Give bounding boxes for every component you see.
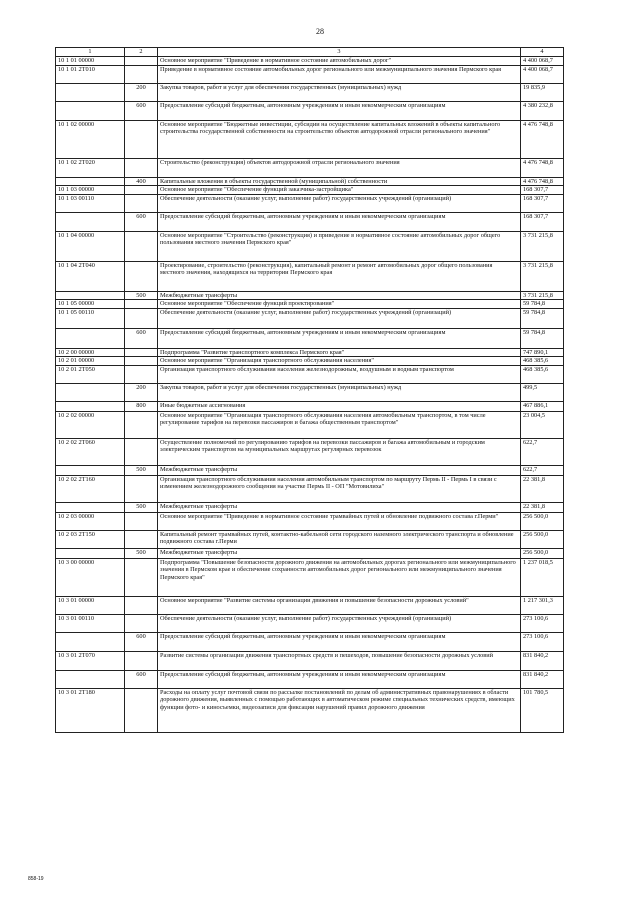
table-row: [56, 194, 564, 212]
cell-expense-type: [125, 530, 158, 548]
cell-amount: 59 784,8: [521, 328, 564, 348]
cell-expense-type: 600: [125, 632, 158, 651]
cell-expense-type: [125, 651, 158, 670]
cell-expense-type: [125, 65, 158, 83]
cell-expense-type: 500: [125, 291, 158, 300]
header-col-2: 2: [125, 48, 158, 57]
cell-amount: 4 400 068,7: [521, 65, 564, 83]
cell-amount: 22 381,8: [521, 502, 564, 512]
table-row: [56, 212, 564, 231]
cell-name: Обеспечение деятельности (оказание услуг, выполнение работ) государственных учреждений (организаций): [158, 308, 521, 328]
cell-name: Иные бюджетные ассигнования: [158, 401, 521, 411]
table-row: [56, 438, 564, 465]
cell-expense-type: 800: [125, 401, 158, 411]
cell-expense-type: [125, 357, 158, 366]
cell-name: Предоставление субсидий бюджетным, автономным учреждениям и иным некоммерческим организациям: [158, 328, 521, 348]
cell-expense-type: [125, 438, 158, 465]
cell-code: [56, 502, 125, 512]
cell-amount: 3 731 215,8: [521, 291, 564, 300]
cell-expense-type: 400: [125, 177, 158, 186]
header-col-4: 4: [521, 48, 564, 57]
cell-code: [56, 632, 125, 651]
cell-name: Предоставление субсидий бюджетным, автономным учреждениям и иным некоммерческим организациям: [158, 101, 521, 120]
table-row: [56, 120, 564, 158]
cell-code: 10 2 02 2Т060: [56, 438, 125, 465]
table-row: [56, 632, 564, 651]
cell-amount: 3 731 215,8: [521, 261, 564, 291]
cell-amount: 468 385,6: [521, 357, 564, 366]
table-row: [56, 56, 564, 65]
cell-name: Основное мероприятие "Обеспечение функций заказчика-застройщика": [158, 186, 521, 195]
cell-expense-type: 200: [125, 83, 158, 101]
cell-expense-type: 600: [125, 101, 158, 120]
cell-amount: 4 380 232,8: [521, 101, 564, 120]
table-row: [56, 596, 564, 614]
cell-expense-type: [125, 614, 158, 632]
table-row: [56, 348, 564, 357]
cell-name: Осуществление полномочий по регулированию тарифов на перевозки пассажиров и багажа автомобильным и городским электрическим транспортом на муниципальных маршрутах регулярных перевозок: [158, 438, 521, 465]
table-row: [56, 231, 564, 261]
cell-name: Основное мероприятие "Бюджетные инвестиции, субсидии на осуществление капитальных вложений в объекты капитального строительства государственной собственности на строительство объектов автодорожной отрасли регионального значения": [158, 120, 521, 158]
cell-code: 10 1 02 00000: [56, 120, 125, 158]
table-row: [56, 177, 564, 186]
cell-code: 10 3 00 00000: [56, 558, 125, 596]
cell-expense-type: [125, 512, 158, 530]
table-header: [56, 48, 564, 57]
budget-table: [55, 47, 564, 733]
header-col-3: 3: [158, 48, 521, 57]
cell-name: Капитальный ремонт трамвайных путей, контактно-кабельной сети городского наземного электрического транспорта и обновление подвижного состава г.Перми: [158, 530, 521, 548]
cell-expense-type: [125, 688, 158, 732]
table-row: [56, 65, 564, 83]
cell-code: 10 1 03 00000: [56, 186, 125, 195]
cell-amount: 256 500,0: [521, 530, 564, 548]
cell-expense-type: [125, 261, 158, 291]
cell-code: [56, 83, 125, 101]
cell-name: Основное мероприятие "Организация транспортного обслуживания населения автомобильным транспортом, в том числе регулирование тарифов на перевозки пассажиров и багажа общественным транспортом": [158, 411, 521, 438]
cell-amount: 168 307,7: [521, 212, 564, 231]
table-row: [56, 502, 564, 512]
cell-amount: 256 500,0: [521, 548, 564, 558]
header-row: [56, 48, 564, 57]
cell-code: 10 1 01 2Т010: [56, 65, 125, 83]
cell-amount: 22 381,8: [521, 475, 564, 502]
cell-code: 10 3 01 2Т180: [56, 688, 125, 732]
cell-code: 10 1 02 2Т020: [56, 158, 125, 177]
cell-code: 10 2 02 00000: [56, 411, 125, 438]
table-row: [56, 548, 564, 558]
table-body: [56, 56, 564, 732]
table-row: [56, 688, 564, 732]
cell-amount: 256 500,0: [521, 512, 564, 530]
cell-name: Закупка товаров, работ и услуг для обеспечения государственных (муниципальных) нужд: [158, 83, 521, 101]
cell-expense-type: [125, 194, 158, 212]
cell-name: Капитальные вложения в объекты государственной (муниципальной) собственности: [158, 177, 521, 186]
cell-name: Проектирование, строительство (реконструкция), капитальный ремонт и ремонт автомобильных дорог общего пользования местного значения, находящихся на территории Пермского края: [158, 261, 521, 291]
cell-expense-type: 500: [125, 465, 158, 475]
cell-name: Межбюджетные трансферты: [158, 502, 521, 512]
cell-expense-type: [125, 558, 158, 596]
cell-expense-type: [125, 411, 158, 438]
cell-name: Основное мероприятие "Приведение в нормативное состояние трамвайных путей и обновление подвижного состава г.Перми": [158, 512, 521, 530]
table-row: [56, 261, 564, 291]
cell-amount: 499,5: [521, 383, 564, 401]
cell-amount: 1 237 018,5: [521, 558, 564, 596]
cell-expense-type: [125, 231, 158, 261]
table-row: [56, 383, 564, 401]
cell-code: 10 3 01 00000: [56, 596, 125, 614]
cell-name: Обеспечение деятельности (оказание услуг, выполнение работ) государственных учреждений (организаций): [158, 614, 521, 632]
cell-code: [56, 177, 125, 186]
page-number: 28: [316, 27, 324, 36]
cell-name: Предоставление субсидий бюджетным, автономным учреждениям и иным некоммерческим организациям: [158, 212, 521, 231]
cell-amount: 831 840,2: [521, 651, 564, 670]
table-row: [56, 530, 564, 548]
cell-code: [56, 548, 125, 558]
cell-code: [56, 670, 125, 688]
table-row: [56, 401, 564, 411]
table-row: [56, 411, 564, 438]
cell-expense-type: [125, 158, 158, 177]
cell-name: Развитие системы организации движения транспортных средств и пешеходов, повышение безопасности дорожных условий: [158, 651, 521, 670]
cell-name: Подпрограмма "Развитие транспортного комплекса Пермского края": [158, 348, 521, 357]
cell-code: 10 1 05 00110: [56, 308, 125, 328]
cell-name: Основное мероприятие "Развитие системы организации движения и повышение безопасности дорожных условий": [158, 596, 521, 614]
cell-amount: 168 307,7: [521, 194, 564, 212]
cell-expense-type: 600: [125, 212, 158, 231]
cell-code: 10 3 01 00110: [56, 614, 125, 632]
table-row: [56, 357, 564, 366]
table-row: [56, 186, 564, 195]
cell-name: Предоставление субсидий бюджетным, автономным учреждениям и иным некоммерческим организациям: [158, 670, 521, 688]
cell-code: 10 1 01 00000: [56, 56, 125, 65]
cell-expense-type: [125, 348, 158, 357]
cell-name: Основное мероприятие "Обеспечение функций проектирования": [158, 300, 521, 309]
cell-amount: 4 476 748,8: [521, 158, 564, 177]
cell-amount: 101 780,5: [521, 688, 564, 732]
cell-amount: 1 217 301,3: [521, 596, 564, 614]
cell-code: [56, 291, 125, 300]
table-row: [56, 158, 564, 177]
cell-name: Основное мероприятие "Приведение в нормативное состояние автомобильных дорог": [158, 56, 521, 65]
cell-expense-type: [125, 186, 158, 195]
cell-amount: 3 731 215,8: [521, 231, 564, 261]
cell-expense-type: [125, 300, 158, 309]
cell-expense-type: 600: [125, 328, 158, 348]
cell-amount: 19 835,9: [521, 83, 564, 101]
cell-expense-type: [125, 596, 158, 614]
cell-code: [56, 383, 125, 401]
table-row: [56, 101, 564, 120]
cell-name: Приведение в нормативное состояние автомобильных дорог регионального или межмуниципального значения Пермского края: [158, 65, 521, 83]
cell-expense-type: 600: [125, 670, 158, 688]
cell-code: [56, 328, 125, 348]
cell-name: Закупка товаров, работ и услуг для обеспечения государственных (муниципальных) нужд: [158, 383, 521, 401]
cell-expense-type: [125, 475, 158, 502]
cell-name: Строительство (реконструкция) объектов автодорожной отрасли регионального значения: [158, 158, 521, 177]
cell-code: 10 3 01 2Т070: [56, 651, 125, 670]
cell-code: 10 1 05 00000: [56, 300, 125, 309]
table-row: [56, 300, 564, 309]
cell-amount: 622,7: [521, 465, 564, 475]
table-row: [56, 83, 564, 101]
header-col-1: 1: [56, 48, 125, 57]
cell-name: Расходы на оплату услуг почтовой связи по рассылке постановлений по делам об административных правонарушениях в области дорожного движения, выявленных с помощью работающих в автоматическом режиме специальных технических средств, имеющих функции фото- и киносъемки, видеозаписи для фиксации нарушений правил дорожного движения: [158, 688, 521, 732]
table-row: [56, 328, 564, 348]
cell-name: Межбюджетные трансферты: [158, 465, 521, 475]
table-row: [56, 558, 564, 596]
cell-amount: 168 307,7: [521, 186, 564, 195]
cell-code: 10 2 03 2Т150: [56, 530, 125, 548]
cell-amount: 467 886,1: [521, 401, 564, 411]
table-row: [56, 670, 564, 688]
table-row: [56, 291, 564, 300]
cell-expense-type: 200: [125, 383, 158, 401]
cell-amount: 468 385,6: [521, 365, 564, 383]
cell-name: Предоставление субсидий бюджетным, автономным учреждениям и иным некоммерческим организациям: [158, 632, 521, 651]
cell-name: Межбюджетные трансферты: [158, 548, 521, 558]
cell-code: 10 1 04 2Т040: [56, 261, 125, 291]
cell-code: [56, 401, 125, 411]
table-row: [56, 475, 564, 502]
cell-code: [56, 212, 125, 231]
table-row: [56, 465, 564, 475]
cell-amount: 273 100,6: [521, 632, 564, 651]
cell-code: 10 2 01 00000: [56, 357, 125, 366]
cell-amount: 747 890,1: [521, 348, 564, 357]
cell-name: Организация транспортного обслуживания населения железнодорожным, воздушным и водным транспортом: [158, 365, 521, 383]
cell-amount: 4 476 748,8: [521, 177, 564, 186]
cell-expense-type: [125, 120, 158, 158]
cell-name: Основное мероприятие "Организация транспортного обслуживания населения": [158, 357, 521, 366]
cell-expense-type: 500: [125, 502, 158, 512]
cell-code: [56, 101, 125, 120]
cell-amount: 831 840,2: [521, 670, 564, 688]
cell-amount: 4 400 068,7: [521, 56, 564, 65]
cell-code: 10 2 01 2Т050: [56, 365, 125, 383]
cell-code: 10 2 00 00000: [56, 348, 125, 357]
cell-amount: 23 004,5: [521, 411, 564, 438]
cell-amount: 622,7: [521, 438, 564, 465]
cell-expense-type: [125, 56, 158, 65]
table-row: [56, 365, 564, 383]
cell-name: Межбюджетные трансферты: [158, 291, 521, 300]
cell-amount: 273 100,6: [521, 614, 564, 632]
table-row: [56, 512, 564, 530]
table-row: [56, 651, 564, 670]
cell-name: Основное мероприятие "Строительство (реконструкция) и приведение в нормативное состояние автомобильных дорог общего пользования местного значения Пермского края": [158, 231, 521, 261]
cell-name: Организация транспортного обслуживания населения автомобильным транспортом по маршруту Пермь II - Пермь I в связи с изменением железнодорожного сообщения на участке Пермь II - ОП "Мотовилиха": [158, 475, 521, 502]
cell-expense-type: [125, 365, 158, 383]
cell-amount: 4 476 748,8: [521, 120, 564, 158]
cell-code: 10 1 03 00110: [56, 194, 125, 212]
table-row: [56, 308, 564, 328]
cell-name: Обеспечение деятельности (оказание услуг, выполнение работ) государственных учреждений (организаций): [158, 194, 521, 212]
table-row: [56, 614, 564, 632]
cell-amount: 59 784,8: [521, 300, 564, 309]
cell-code: 10 2 03 00000: [56, 512, 125, 530]
cell-expense-type: [125, 308, 158, 328]
cell-name: Подпрограмма "Повышение безопасности дорожного движения на автомобильных дорогах регионального или межмуниципального значения в Пермском крае и обеспечение сохранности автомобильных дорог регионального или межмуниципального значения Пермского края": [158, 558, 521, 596]
footer-code: 858-19: [28, 876, 44, 882]
cell-expense-type: 500: [125, 548, 158, 558]
cell-code: 10 2 02 2Т160: [56, 475, 125, 502]
cell-code: 10 1 04 00000: [56, 231, 125, 261]
cell-code: [56, 465, 125, 475]
cell-amount: 59 784,8: [521, 308, 564, 328]
